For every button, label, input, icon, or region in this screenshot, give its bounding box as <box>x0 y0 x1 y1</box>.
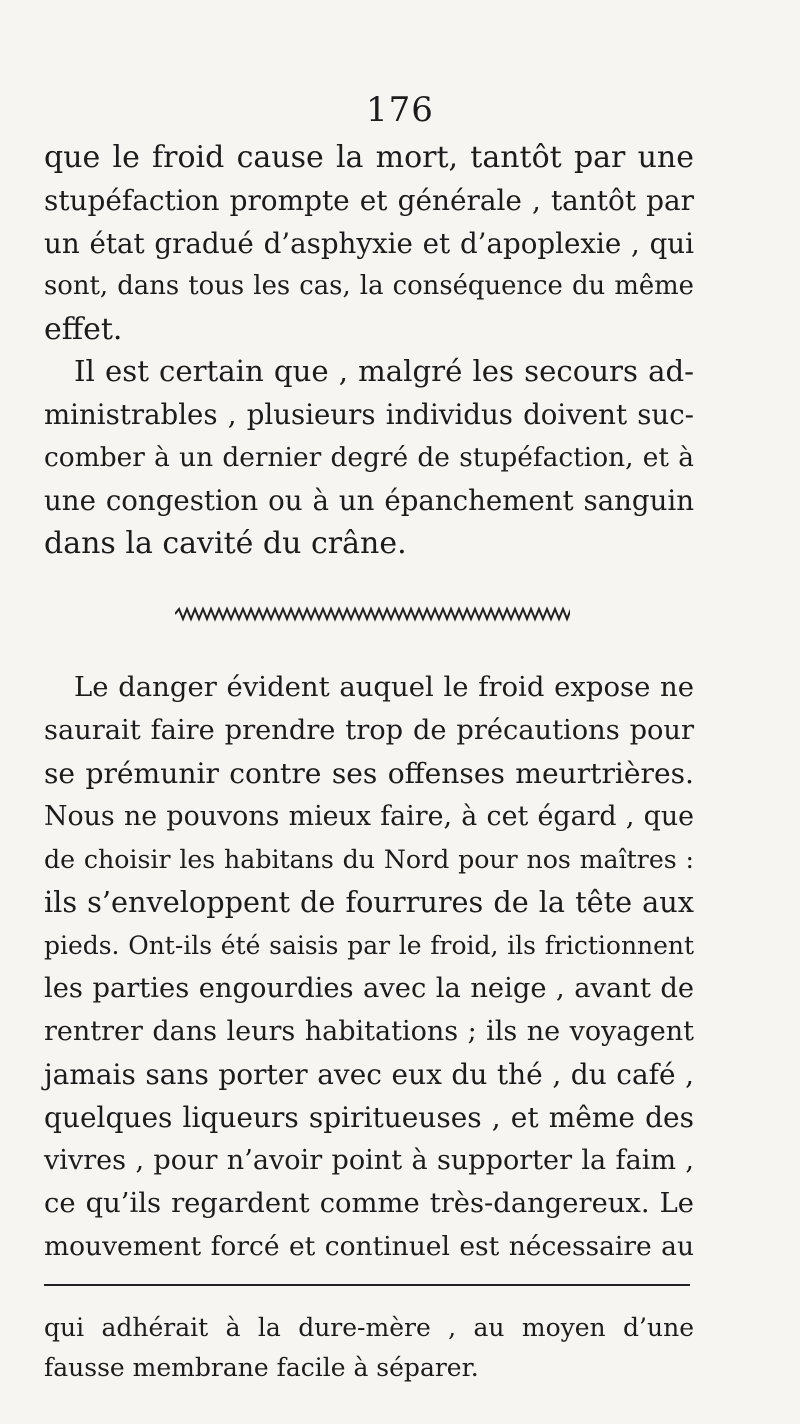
text-line: les parties engourdies avec la neige , avant de <box>44 973 694 1004</box>
footnote <box>44 1308 694 1388</box>
text-line: sont, dans tous les cas, la conséquence du même <box>44 271 694 301</box>
text-line: un état gradué d’asphyxie et d’apoplexie , qui <box>44 227 694 260</box>
text-line: que le froid cause la mort, tantôt par une <box>44 140 694 175</box>
paragraph-3 <box>44 666 694 1268</box>
text-line: Il est certain que , malgré les secours ad- <box>74 354 694 388</box>
text-line: ils s’enveloppent de fourrures de la tête aux <box>44 885 694 919</box>
ornamental-divider <box>175 604 570 624</box>
text-line: effet. <box>44 312 123 347</box>
page-number: 176 <box>366 90 434 130</box>
text-line: Nous ne pouvons mieux faire, à cet égard , que <box>44 801 694 832</box>
text-line: quelques liqueurs spiritueuses , et même des <box>44 1101 694 1134</box>
text-line: ministrables , plusieurs individus doivent suc- <box>44 398 694 431</box>
footnote-line: qui adhérait à la dure-mère , au moyen d’une <box>44 1313 694 1342</box>
text-line: dans la cavité du crâne. <box>44 526 407 561</box>
text-line: se prémunir contre ses offenses meurtrières. <box>44 757 694 790</box>
paragraph-1 <box>44 136 694 351</box>
text-line: vivres , pour n’avoir point à supporter la faim , <box>44 1145 694 1176</box>
paragraph-2 <box>44 350 694 565</box>
text-line: de choisir les habitans du Nord pour nos maîtres : <box>44 845 694 874</box>
text-line: saurait faire prendre trop de précautions pour <box>44 715 694 746</box>
text-line: comber à un dernier degré de stupéfaction, et à <box>44 442 694 473</box>
text-line: rentrer dans leurs habitations ; ils ne voyagent <box>44 1016 694 1047</box>
text-line: Le danger évident auquel le froid expose ne <box>74 671 694 703</box>
footnote-line: fausse membrane facile à séparer. <box>44 1353 479 1382</box>
text-line: une congestion ou à un épanchement sanguin <box>44 484 694 517</box>
text-line: ce qu’ils regardent comme très-dangereux. Le <box>44 1188 694 1219</box>
text-line: jamais sans porter avec eux du thé , du café , <box>44 1058 694 1091</box>
text-line: mouvement forcé et continuel est nécessaire au <box>44 1231 694 1262</box>
footnote-rule <box>44 1284 690 1286</box>
text-line: stupéfaction prompte et générale , tantôt par <box>44 184 694 217</box>
text-line: pieds. Ont-ils été saisis par le froid, ils frictionnent <box>44 931 694 960</box>
